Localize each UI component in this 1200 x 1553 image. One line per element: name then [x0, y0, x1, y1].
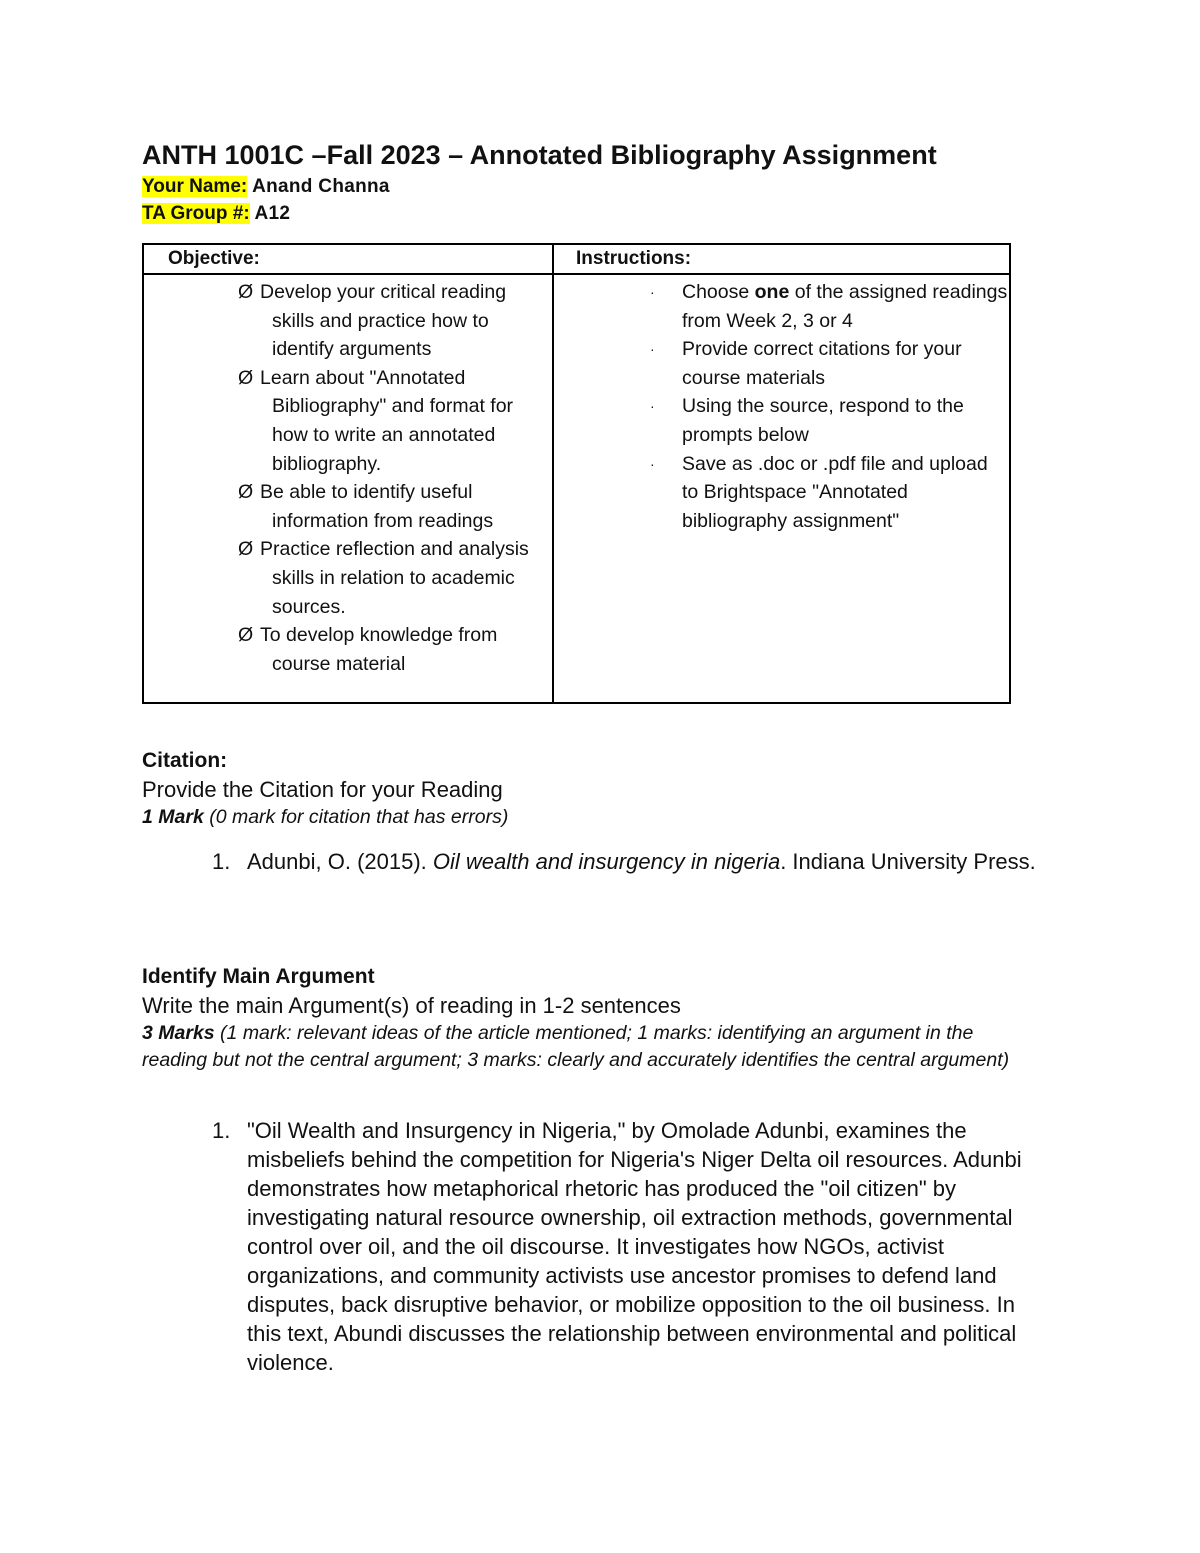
citation-heading: Citation:: [142, 749, 228, 772]
instruction-item: · Save as .doc or .pdf file and upload to Brightspace "Annotated bibliography assignment": [554, 450, 1009, 536]
group-value: A12: [249, 203, 291, 224]
arrow-bullet-icon: Ø: [238, 366, 254, 389]
citation-marks: 1 Mark (0 mark for citation that has errors): [142, 806, 509, 828]
document-title: ANTH 1001C –Fall 2023 – Annotated Bibliography Assignment: [142, 140, 937, 170]
objectives-list: [144, 275, 552, 678]
list-number: 1.: [212, 1118, 231, 1143]
citation-answer: 1. Adunbi, O. (2015). Oil wealth and insurgency in nigeria. Indiana University Press.: [212, 849, 1036, 874]
instructions-header: Instructions:: [553, 244, 1010, 274]
instructions-cell: [553, 274, 1010, 703]
name-label: Your Name:: [142, 176, 248, 197]
instructions-list: [554, 275, 1009, 535]
objectives-cell: [143, 274, 553, 703]
main-argument-marks: 3 Marks (1 mark: relevant ideas of the article mentioned; 1 marks: identifying an argument in the reading but not the central argument; 3 marks: clearly and accurately identifies the central argument): [142, 1022, 1010, 1071]
arrow-bullet-icon: Ø: [238, 624, 254, 647]
objective-item: Ø Practice reflection and analysis skills in relation to academic sources.: [144, 535, 552, 621]
objective-item: Ø Learn about "Annotated Bibliography" and format for how to write an annotated bibliography.: [144, 364, 552, 478]
main-argument-subtitle: Write the main Argument(s) of reading in 1-2 sentences: [142, 993, 681, 1018]
arrow-bullet-icon: Ø: [238, 538, 254, 561]
arrow-bullet-icon: Ø: [238, 281, 254, 303]
objective-header: Objective:: [143, 244, 553, 274]
dot-bullet-icon: ·: [650, 398, 655, 415]
book-title: Oil wealth and insurgency in nigeria: [432, 849, 781, 874]
dot-bullet-icon: ·: [650, 341, 655, 358]
name-value: Anand Channa: [247, 176, 390, 197]
arrow-bullet-icon: Ø: [238, 481, 254, 504]
instruction-item: · Provide correct citations for your course materials: [554, 335, 1009, 392]
student-name-line: [142, 176, 390, 198]
objective-item: Ø Be able to identify useful information from readings: [144, 478, 552, 535]
ta-group-line: [142, 203, 290, 225]
instruction-item: · Using the source, respond to the prompts below: [554, 392, 1009, 449]
dot-bullet-icon: ·: [650, 455, 655, 472]
main-argument-heading: Identify Main Argument: [142, 965, 375, 988]
citation-subtitle: Provide the Citation for your Reading: [142, 777, 503, 802]
emphasis-one: one: [754, 281, 790, 303]
objective-item: Ø To develop knowledge from course material: [144, 621, 552, 678]
objectives-instructions-table: [142, 243, 1011, 704]
list-number: 1.: [212, 849, 231, 874]
main-argument-answer: 1. "Oil Wealth and Insurgency in Nigeria," by Omolade Adunbi, examines the misbeliefs behind the competition for Nigeria's Niger Delta oil resources. Adunbi demonstrates how metaphorical rhetoric has produced the "oil citizen" by investigating natural resource ownership, oil extraction methods, governmental control over oil, and the oil discourse. It investigates how NGOs, activist organizations, and community activists use ancestor promises to defend land disputes, back disruptive behavior, or mobilize opposition to the oil business. In this text, Abundi discusses the relationship between environmental and political violence.: [212, 1118, 1022, 1375]
instruction-item: · Choose one of the assigned readings from Week 2, 3 or 4: [554, 278, 1009, 335]
objective-item: Ø Develop your critical reading skills and practice how to identify arguments: [144, 278, 552, 364]
group-label: TA Group #:: [142, 203, 250, 224]
dot-bullet-icon: ·: [650, 284, 655, 300]
